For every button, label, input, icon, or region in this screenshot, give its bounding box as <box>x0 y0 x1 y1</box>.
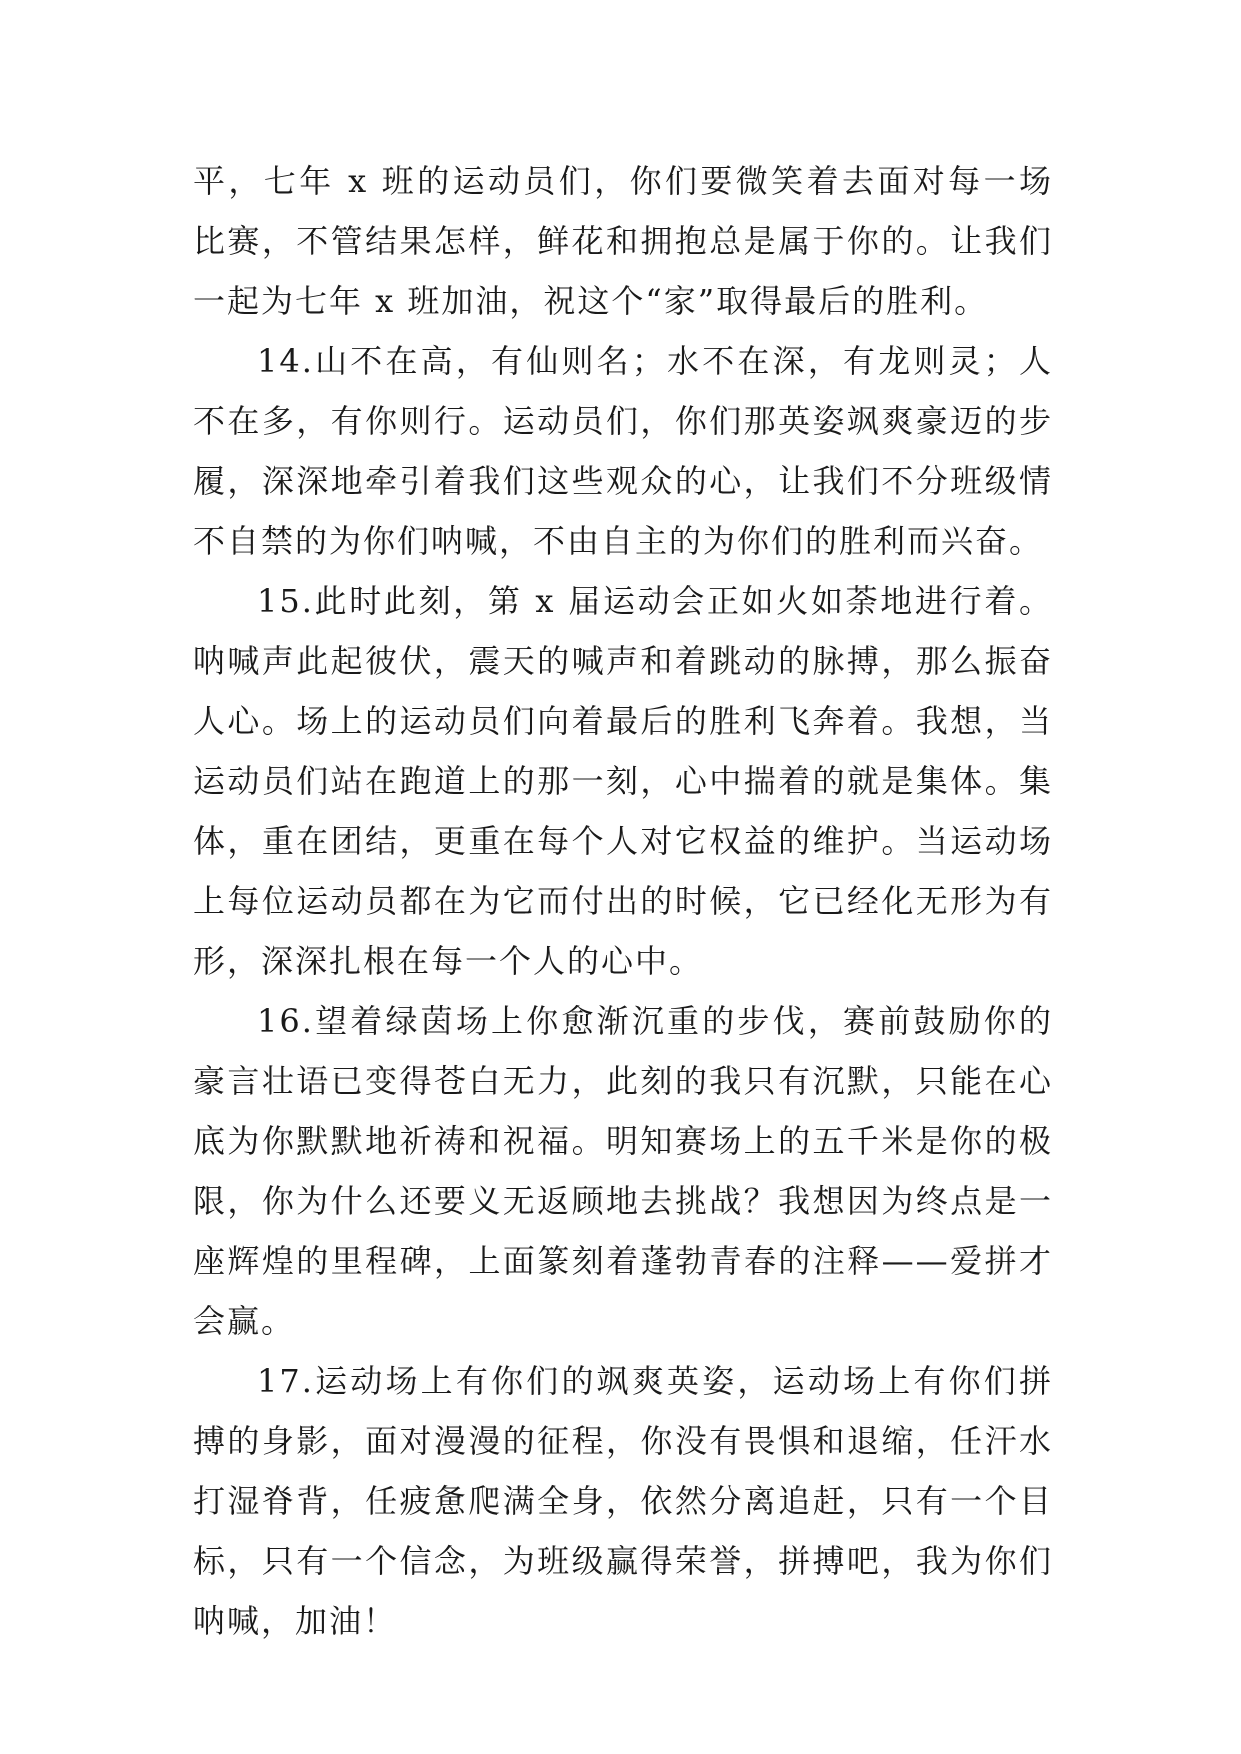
paragraph-continuation: 平，七年 x 班的运动员们，你们要微笑着去面对每一场比赛，不管结果怎样，鲜花和拥抱总是属于你的。让我们一起为七年 x 班加油，祝这个“家”取得最后的胜利。 <box>193 162 1053 320</box>
paragraph-15: 15.此时此刻，第 x 届运动会正如火如荼地进行着。呐喊声此起彼伏，震天的喊声和着跳动的脉搏，那么振奋人心。场上的运动员们向着最后的胜利飞奔着。我想，当运动员们站在跑道上的那一刻，心中揣着的就是集体。集体，重在团结，更重在每个人对它权益的维护。当运动场上每位运动员都在为它而付出的时候，它已经化无形为有形，深深扎根在每一个人的心中。 <box>193 582 1053 980</box>
document-page <box>193 151 1053 1651</box>
paragraph-16: 16.望着绿茵场上你愈渐沉重的步伐，赛前鼓励你的豪言壮语已变得苍白无力，此刻的我只有沉默，只能在心底为你默默地祈祷和祝福。明知赛场上的五千米是你的极限，你为什么还要义无返顾地去挑战？我想因为终点是一座辉煌的里程碑，上面篆刻着蓬勃青春的注释——爱拼才会赢。 <box>193 1002 1053 1340</box>
paragraph-14: 14.山不在高，有仙则名；水不在深，有龙则灵；人不在多，有你则行。运动员们，你们那英姿飒爽豪迈的步履，深深地牵引着我们这些观众的心，让我们不分班级情不自禁的为你们呐喊，不由自主的为你们的胜利而兴奋。 <box>193 342 1053 560</box>
paragraph-17: 17.运动场上有你们的飒爽英姿，运动场上有你们拼搏的身影，面对漫漫的征程，你没有畏惧和退缩，任汗水打湿脊背，任疲惫爬满全身，依然分离追赶，只有一个目标，只有一个信念，为班级赢得荣誉，拼搏吧，我为你们呐喊，加油！ <box>193 1362 1053 1640</box>
